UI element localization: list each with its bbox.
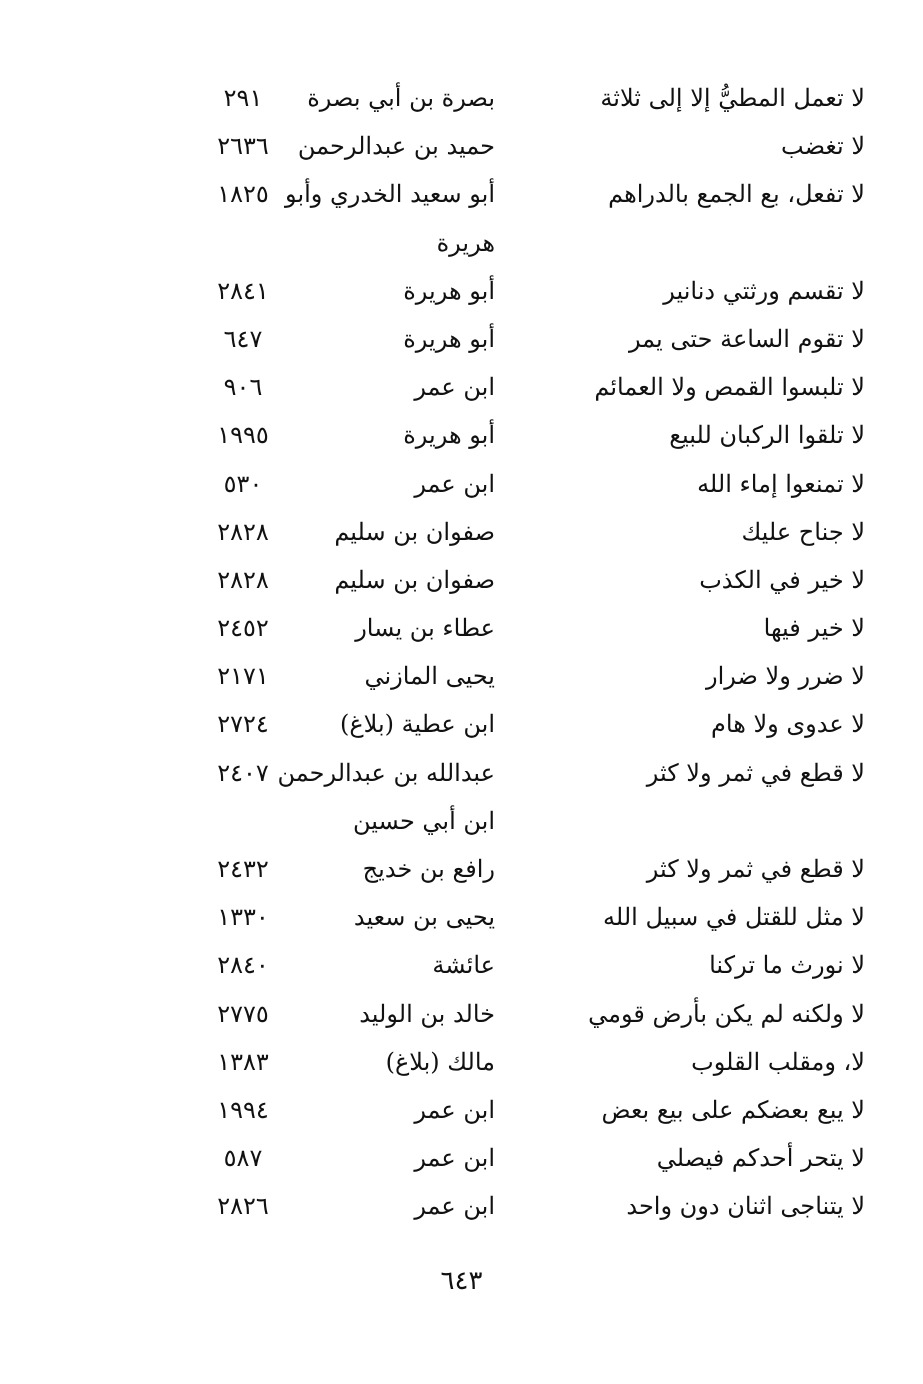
hadith-number: ٢٨٤١ bbox=[217, 276, 269, 305]
index-table bbox=[0, 74, 923, 1231]
index-row bbox=[0, 267, 923, 315]
narrator: مالك (بلاغ) bbox=[385, 1047, 495, 1076]
hadith-text: لا، ومقلب القلوب bbox=[691, 1047, 865, 1076]
hadith-number: ٢٨٤٠ bbox=[217, 951, 269, 980]
narrator: ابن عمر bbox=[414, 1144, 495, 1173]
index-row bbox=[0, 1134, 923, 1182]
hadith-text: لا عدوى ولا هام bbox=[711, 710, 865, 739]
hadith-text: لا جناح عليك bbox=[741, 517, 865, 546]
hadith-number: ٥٨٧ bbox=[223, 1144, 263, 1173]
index-row bbox=[0, 1038, 923, 1086]
hadith-number: ٢١٧١ bbox=[217, 662, 269, 691]
narrator: أبو هريرة bbox=[403, 421, 495, 450]
narrator: ابن عمر bbox=[414, 1095, 495, 1124]
index-row bbox=[0, 845, 923, 893]
narrator: عبدالله بن عبدالرحمن bbox=[277, 758, 495, 787]
hadith-number: ٢٧٧٥ bbox=[217, 999, 269, 1028]
narrator: أبو هريرة bbox=[403, 324, 495, 353]
hadith-text: لا خير في الكذب bbox=[699, 565, 865, 594]
hadith-text: لا يتحر أحدكم فيصلي bbox=[656, 1144, 865, 1173]
narrator: بصرة بن أبي بصرة bbox=[307, 84, 495, 112]
hadith-number: ٩٠٦ bbox=[223, 373, 263, 402]
narrator: يحيى المازني bbox=[364, 662, 495, 691]
index-row bbox=[0, 315, 923, 363]
index-row bbox=[0, 700, 923, 748]
index-row bbox=[0, 411, 923, 459]
hadith-text: لا ولكنه لم يكن بأرض قومي bbox=[588, 999, 865, 1028]
narrator: صفوان بن سليم bbox=[334, 565, 495, 594]
narrator: رافع بن خديج bbox=[362, 855, 495, 883]
narrator: خالد بن الوليد bbox=[359, 999, 495, 1028]
index-row bbox=[0, 170, 923, 218]
hadith-number: ١٣٨٣ bbox=[217, 1047, 269, 1076]
hadith-number: ٢٧٢٤ bbox=[217, 710, 269, 739]
hadith-text: لا قطع في ثمر ولا كثر bbox=[646, 758, 865, 787]
hadith-text: لا خير فيها bbox=[763, 614, 865, 643]
hadith-text: لا تغضب bbox=[781, 132, 865, 161]
hadith-text: لا مثل للقتل في سبيل الله bbox=[603, 903, 865, 932]
narrator: صفوان بن سليم bbox=[334, 517, 495, 546]
hadith-text: لا تعمل المطيُّ إلا إلى ثلاثة bbox=[600, 84, 865, 112]
index-row bbox=[0, 74, 923, 122]
index-row bbox=[0, 893, 923, 941]
hadith-text: لا تلقوا الركبان للبيع bbox=[669, 421, 865, 450]
hadith-number: ١٨٢٥ bbox=[217, 180, 269, 209]
narrator: أبو هريرة bbox=[403, 276, 495, 305]
hadith-number: ٢٩١ bbox=[223, 84, 263, 112]
hadith-text: لا يتناجى اثنان دون واحد bbox=[626, 1192, 865, 1221]
hadith-text: لا قطع في ثمر ولا كثر bbox=[646, 855, 865, 883]
hadith-text: لا تقسم ورثتي دنانير bbox=[663, 276, 865, 305]
hadith-number: ٦٤٧ bbox=[223, 324, 263, 353]
index-row bbox=[0, 1182, 923, 1230]
hadith-number: ١٣٣٠ bbox=[217, 903, 269, 932]
page-number: ٦٤٣ bbox=[440, 1266, 483, 1296]
hadith-text: لا تلبسوا القمص ولا العمائم bbox=[594, 373, 865, 402]
hadith-text: لا ضرر ولا ضرار bbox=[706, 662, 865, 691]
index-row bbox=[0, 219, 923, 267]
index-row bbox=[0, 652, 923, 700]
hadith-number bbox=[210, 797, 276, 845]
hadith-number: ١٩٩٥ bbox=[217, 421, 269, 450]
hadith-number: ٥٣٠ bbox=[223, 469, 263, 498]
narrator: هريرة bbox=[436, 228, 495, 257]
hadith-number: ٢٨٢٦ bbox=[217, 1192, 269, 1221]
narrator: عطاء بن يسار bbox=[355, 614, 495, 643]
hadith-number: ٢٦٣٦ bbox=[217, 132, 269, 161]
narrator: ابن عمر bbox=[414, 373, 495, 402]
index-row bbox=[0, 941, 923, 989]
hadith-number bbox=[210, 219, 276, 267]
index-row bbox=[0, 797, 923, 845]
hadith-text: لا يبع بعضكم على بيع بعض bbox=[601, 1095, 865, 1124]
hadith-text: لا تفعل، بع الجمع بالدراهم bbox=[608, 180, 865, 209]
narrator: ابن عمر bbox=[414, 1192, 495, 1221]
index-row bbox=[0, 749, 923, 797]
hadith-number: ٢٤٥٢ bbox=[217, 614, 269, 643]
index-row bbox=[0, 604, 923, 652]
narrator: حميد بن عبدالرحمن bbox=[297, 132, 495, 161]
index-row bbox=[0, 508, 923, 556]
index-row bbox=[0, 363, 923, 411]
narrator: أبو سعيد الخدري وأبو bbox=[285, 180, 495, 209]
hadith-text: لا تقوم الساعة حتى يمر bbox=[628, 324, 865, 353]
index-row bbox=[0, 1086, 923, 1134]
narrator: ابن أبي حسين bbox=[353, 806, 495, 835]
index-row bbox=[0, 460, 923, 508]
narrator: ابن عطية (بلاغ) bbox=[339, 710, 495, 739]
narrator: يحيى بن سعيد bbox=[353, 903, 495, 932]
hadith-number: ٢٨٢٨ bbox=[217, 517, 269, 546]
hadith-number: ٢٤٣٢ bbox=[217, 855, 269, 883]
hadith-text: لا تمنعوا إماء الله bbox=[697, 469, 865, 498]
index-row bbox=[0, 122, 923, 170]
narrator: ابن عمر bbox=[414, 469, 495, 498]
index-row bbox=[0, 556, 923, 604]
hadith-text: لا نورث ما تركنا bbox=[709, 951, 865, 980]
narrator: عائشة bbox=[432, 951, 495, 980]
hadith-number: ١٩٩٤ bbox=[217, 1095, 269, 1124]
hadith-number: ٢٨٢٨ bbox=[217, 565, 269, 594]
index-row bbox=[0, 990, 923, 1038]
hadith-number: ٢٤٠٧ bbox=[217, 758, 269, 787]
